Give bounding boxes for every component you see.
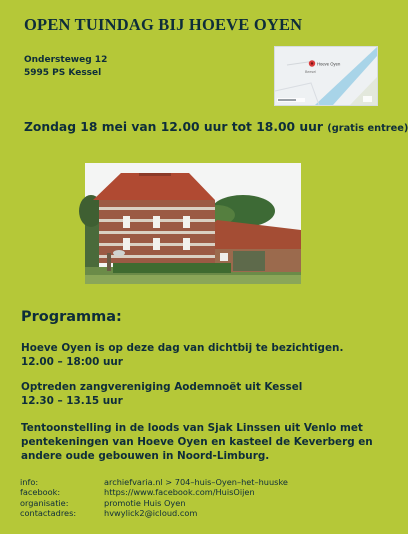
info-key: contactadres: [20,507,77,518]
programme-item-text: pentekeningen van Hoeve Oyen en kasteel de Keverberg en [21,436,373,448]
info-key: organisatie: [20,497,69,508]
info-row [20,498,288,508]
programme-item-open-house [21,341,343,369]
event-date-main: Zondag 18 mei van 12.00 uur tot 18.00 uur [24,120,323,134]
info-row [20,487,288,497]
address [24,54,107,79]
map-place-label: Beesel [305,70,316,74]
programme-item-text: Hoeve Oyen is op deze dag van dichtbij te bezichtigen. [21,342,344,354]
programme-item-text: Tentoonstelling in de loods van Sjak Linssen uit Venlo met [21,422,363,434]
contact-info [20,477,288,518]
facebook-link[interactable]: https://www.facebook.com/HuisOijen [104,487,255,498]
programme-item-text: Optreden zangvereniging Aodemnoët uit Kessel [21,381,303,393]
programme-item-time: 12.00 – 18:00 uur [21,356,123,368]
organisation-value: promotie Huis Oyen [104,497,186,508]
farmhouse-illustration [85,163,301,284]
programme-item-text: andere oude gebouwen in Noord-Limburg. [21,450,270,462]
location-map[interactable] [274,46,378,106]
programme-heading: Programma: [21,309,122,325]
map-pin-label: Hoeve Oyen [317,61,341,67]
info-value-link[interactable]: archiefvaria.nl > 704–huis–Oyen–het–huuske [104,477,288,487]
info-row [20,508,288,518]
farmhouse-photo [85,163,301,284]
programme-item-exhibition [21,421,373,463]
map-graphic [275,47,377,105]
programme-item-choir [21,380,302,408]
info-key: facebook: [20,487,61,498]
programme-item-time: 12.30 – 13.15 uur [21,395,123,407]
info-row [20,477,288,487]
email-link[interactable]: hvwylick2@icloud.com [104,507,198,518]
address-city: 5995 PS Kessel [24,67,102,78]
event-date [24,120,408,134]
event-date-note: (gratis entree) [327,123,408,134]
info-key: info: [20,477,39,487]
address-street: Ondersteweg 12 [24,55,108,65]
page-title: OPEN TUINDAG BIJ HOEVE OYEN [24,15,303,34]
